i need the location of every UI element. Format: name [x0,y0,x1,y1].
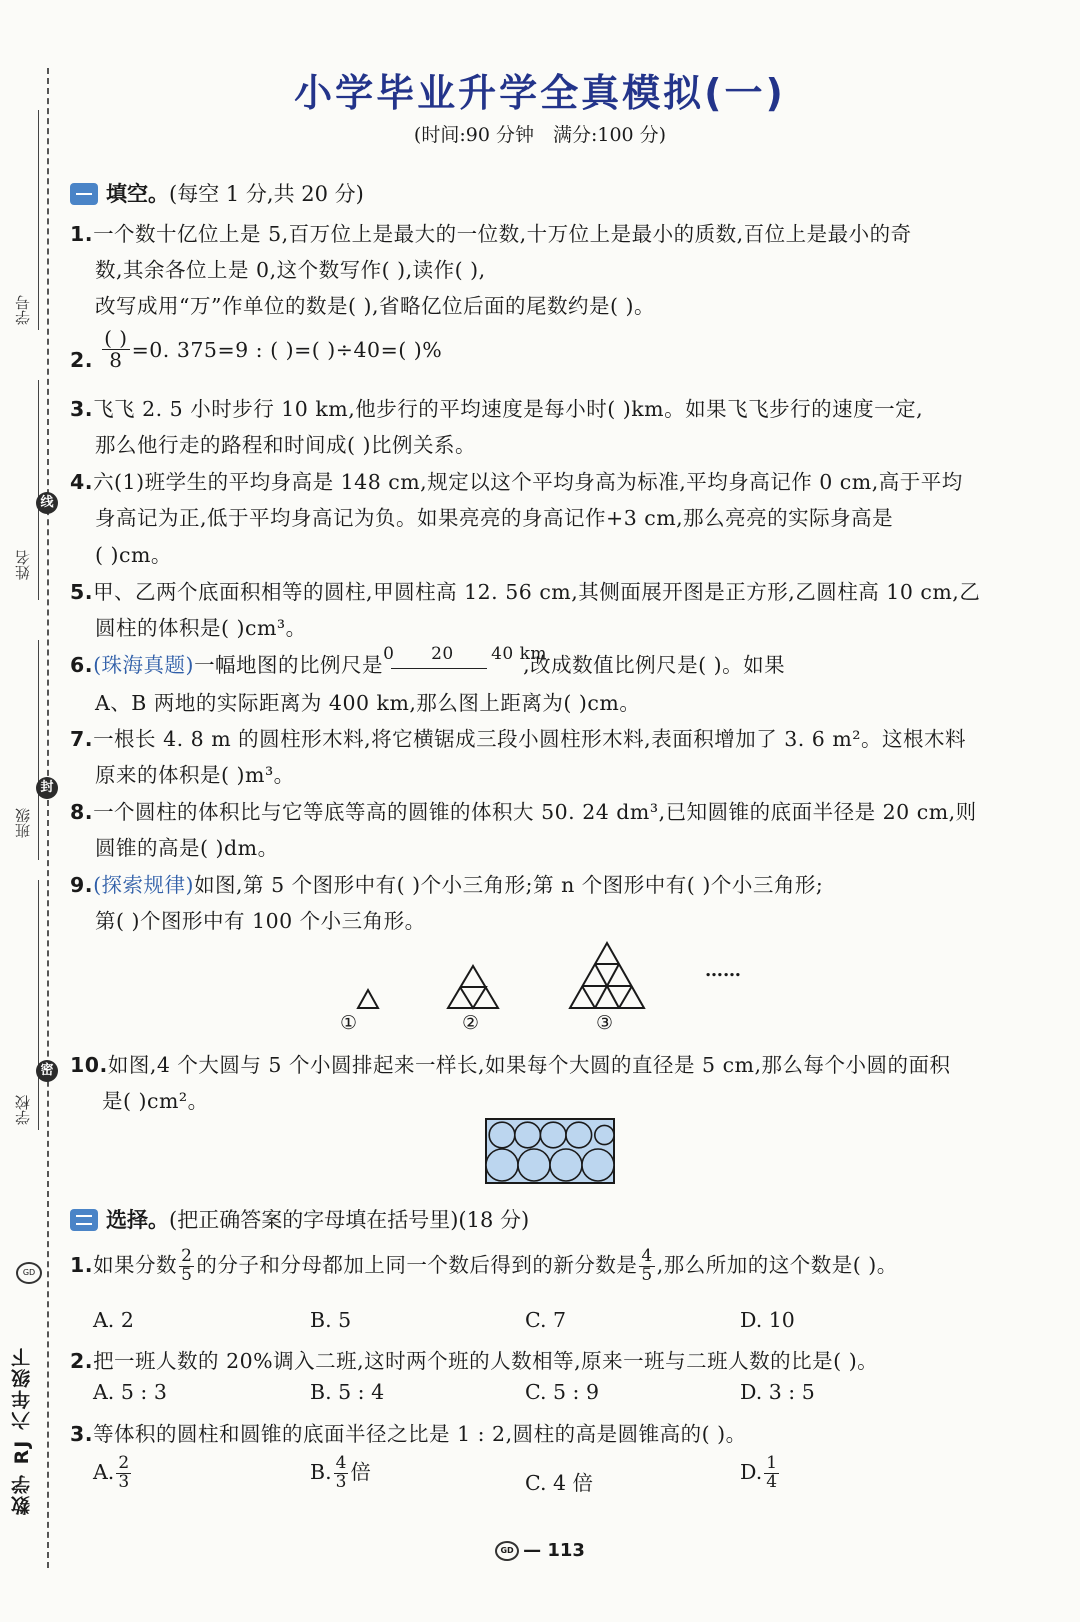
mc-q1: 1.如果分数 $\frac{2}{5}$ 的分子和分母都加上同一个数后得到的新分数是 $\frac{4}{5}$ ,那么所加的这个数是( )。 [70,1246,898,1285]
mc-q2-option-d: D. 3 : 5 [740,1380,815,1404]
label-student-id: 学号 [14,295,32,325]
q4-line1: 4.六(1)班学生的平均身高是 148 cm,规定以这个平均身高为标准,平均身高记作 0 cm,高于平均 [70,470,963,494]
seal-xian: 线 [36,492,58,514]
page-subtitle: (时间:90 分钟 满分:100 分) [413,124,667,146]
q10-line1: 10.如图,4 个大圆与 5 个小圆排起来一样长,如果每个大圆的直径是 5 cm,那么每个小圆的面积 [70,1053,951,1077]
circles-figure [485,1118,617,1186]
seal-mi: 密 [36,1060,58,1082]
q3-line1: 3.飞飞 2. 5 小时步行 10 km,他步行的平均速度是每小时( )km。如果飞飞步行的速度一定, [70,397,924,421]
footer-logo-icon: GD [495,1541,519,1561]
publisher-logo-icon: GD [16,1262,42,1284]
q6-line2: A、B 两地的实际距离为 400 km,那么图上距离为( )cm。 [95,691,641,715]
figure-label-1: ① [340,1012,358,1034]
q2-line: 2. $\frac{( )}{8}$ =0. 375=9 : ( )=( )÷40=( )% [70,326,443,372]
seal-feng: 封 [36,777,58,799]
mc-q2: 2.把一班人数的 20%调入二班,这时两个班的人数相等,原来一班与二班人数的比是( )。 [70,1349,879,1373]
section2-heading: 选择。(把正确答案的字母填在括号里)(18 分) [70,1204,529,1234]
figure-ellipsis: …… [705,960,741,981]
mc-q3-option-b: B. $\frac{4}{3}$ 倍 [310,1453,371,1492]
q9-line2: 第( )个图形中有 100 个小三角形。 [95,909,426,933]
mc-q3-option-d: D. $\frac{1}{4}$ [740,1453,778,1492]
map-scale-bar [383,644,548,672]
q5-line1: 5.甲、乙两个底面积相等的圆柱,甲圆柱高 12. 56 cm,其侧面展开图是正方形,乙圆柱高 10 cm,乙 [70,580,981,604]
label-class: 班级 [14,808,32,838]
q5-line2: 圆柱的体积是( )cm³。 [95,616,307,640]
mc-q2-option-b: B. 5 : 4 [310,1380,385,1404]
fill-line-class [38,640,39,860]
q8-line2: 圆锥的高是( )dm。 [95,836,279,860]
section-one-icon [70,183,98,205]
q1-line3: 改写成用“万”作单位的数是( ),省略亿位后面的尾数约是( )。 [95,294,655,318]
mc-q3: 3.等体积的圆柱和圆锥的底面半径之比是 1 : 2,圆柱的高是圆锥高的( )。 [70,1422,747,1446]
q1-line2: 数,其余各位上是 0,这个数写作( ),读作( ), [95,258,486,282]
section-two-icon [70,1209,98,1231]
q3-line2: 那么他行走的路程和时间成( )比例关系。 [95,433,477,457]
triangle-figure-2 [448,966,498,1008]
section1-heading: 填空。(每空 1 分,共 20 分) [70,178,364,208]
q7-line1: 7.一根长 4. 8 m 的圆柱形木料,将它横锯成三段小圆柱形木料,表面积增加了 3. 6 m²。这根木料 [70,727,967,751]
q6-line1: 6.(珠海真题)一幅地图的比例尺是 0 20 40 km ,改成数值比例尺是( )。如果 [70,644,786,677]
page-number: GD — 113 [0,1540,1080,1561]
triangle-figure-3 [570,943,644,1008]
mc-q1-option-a: A. 2 [93,1308,134,1332]
label-school: 学校 [14,1095,32,1125]
q10-line2: 是( )cm²。 [102,1089,209,1113]
mc-q2-option-a: A. 5 : 3 [93,1380,167,1404]
q9-line1: 9.(探索规律)如图,第 5 个图形中有( )个小三角形;第 n 个图形中有( )个小三角形; [70,873,824,897]
label-name: 姓名 [14,550,32,580]
mc-q1-option-d: D. 10 [740,1308,795,1332]
q4-line2: 身高记为正,低于平均身高记为负。如果亮亮的身高记作+3 cm,那么亮亮的实际身高是 [95,506,894,530]
figure-label-2: ② [462,1012,480,1034]
mc-q2-option-c: C. 5 : 9 [525,1380,600,1404]
mc-q3-option-c: C. 4 倍 [525,1471,594,1495]
spine-text: 数学 RJ 六年级下 [11,1346,33,1515]
mc-q3-option-a: A. $\frac{2}{3}$ [93,1453,130,1492]
q7-line2: 原来的体积是( )m³。 [95,763,295,787]
mc-q1-option-b: B. 5 [310,1308,352,1332]
fill-line-school [38,880,39,1130]
scale-tick-40: 40 km [491,644,548,664]
figure-label-3: ③ [596,1012,614,1034]
q1-line1: 1.一个数十亿位上是 5,百万位上是最大的一位数,十万位上是最小的质数,百位上是最小的奇 [70,222,912,246]
triangle-pattern-figure [330,935,790,1045]
binding-dashed-line [47,68,49,1568]
q4-line3: ( )cm。 [95,543,172,567]
q8-line1: 8.一个圆柱的体积比与它等底等高的圆锥的体积大 50. 24 dm³,已知圆锥的底面半径是 20 cm,则 [70,800,977,824]
mc-q1-option-c: C. 7 [525,1308,567,1332]
page-title: 小学毕业升学全真模拟(一) [294,71,786,115]
scale-tick-20: 20 [431,644,454,664]
fill-line-name [38,380,39,600]
scale-tick-0: 0 [383,644,395,664]
triangle-figure-1 [358,990,378,1008]
